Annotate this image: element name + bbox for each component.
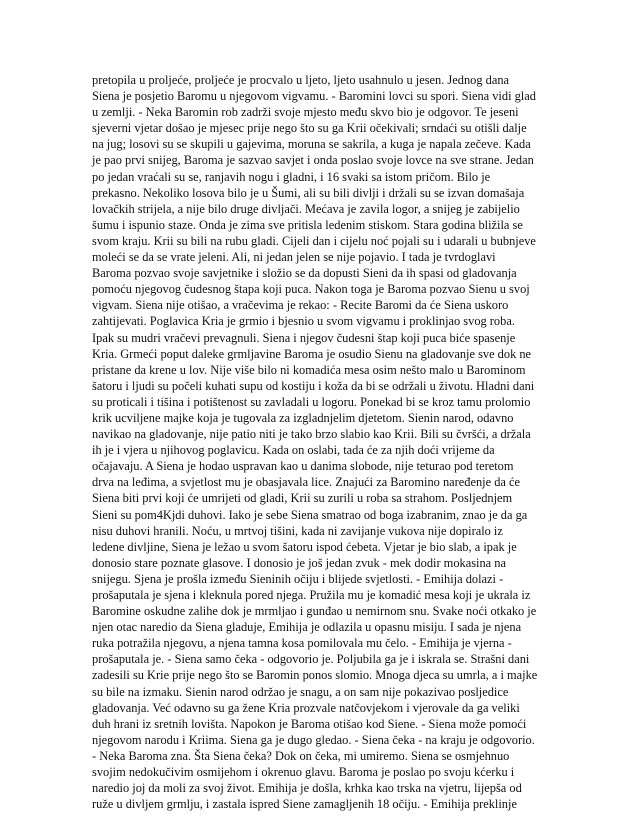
- text-line: ih je i vjera u njihovog poglavicu. Kada on oslabi, tada će za njih doći vrijeme da: [92, 443, 495, 458]
- text-line: su bile na izmaku. Sienin narod održao je snagu, a on sam nije pokazivao posljedice: [92, 684, 509, 699]
- text-line: Ipak su mudri vračevi prevagnuli. Siena i njegov čudesni štap koji puca biće spasenje: [92, 330, 516, 345]
- text-line: u zemlji. - Neka Baromin rob zadrži svoje mjesto među skvo bio je odgovor. Te jeseni: [92, 105, 519, 120]
- text-line: lovačkih strijela, a nije bilo druge divljači. Mećava je zavila logor, a snijeg je zabijelio: [92, 201, 520, 216]
- text-line: šatoru i ljudi su počeli kuhati supu od kostiju i koža da bi se održali u životu. Hladni dani: [92, 378, 535, 393]
- text-line: pretopila u proljeće, proljeće je procvalo u ljeto, ljeto usahnulo u jesen. Jednog dana: [92, 73, 510, 87]
- text-line: zahtijevati. Poglavica Kria je grmio i bjesnio u svom vigvamu i proklinjao svog roba.: [92, 314, 515, 329]
- text-line: njen otac naredio da Siena gladuje, Emihija je odlazila u opasnu misiju. I sada je njena: [92, 620, 522, 635]
- text-line: Siena biti prvi koji će umrijeti od gladi, Krii su zurili u roba sa strahom. Posljednjem: [92, 491, 513, 506]
- text-line: Sieni su pom4Kjdi duhovi. Iako je sebe Siena smatrao od boga izabranim, znao je da ga: [92, 507, 528, 522]
- text-line: svojim nedokučivim osmijehom i okrenuo glavu. Baroma je poslao po svoju kćerku i: [92, 765, 515, 780]
- text-line: vigvam. Siena nije otišao, a vračevima je rekao: - Recite Baromi da će Siena uskoro: [92, 298, 509, 313]
- text-line: naredio joj da moli za svoj život. Emihija je došla, krhka kao trska na vjetru, lijepša od: [92, 781, 522, 796]
- text-line: snijegu. Sjena je prošla između Sieninih očiju i blijede svjetlosti. - Emihija dolazi -: [92, 571, 504, 586]
- text-line: prošaputala je. - Siena samo čeka - odgovorio je. Poljubila ga je i iskrala se. Strašni dani: [92, 652, 530, 667]
- text-line: moleći se da se vrate jeleni. Ali, ni jedan jelen se nije pojavio. I tada je tvrdoglavi: [92, 250, 496, 265]
- text-line: ruže u divljem grmlju, i zastala ispred Siene zamagljenih 18 očiju. - Emihija preklinje: [92, 797, 517, 812]
- text-line: je pao prvi snijeg, Baroma je sazvao savjet i onda poslao svoje lovce na sve strane. Jedan: [92, 153, 534, 168]
- text-line: Baroma pozvao svoje savjetnike i složio se da dopusti Sieni da ih spasi od gladovanja: [92, 266, 517, 281]
- text-line: sjeverni vjetar došao je mjesec prije nego što su ga Krii očekivali; srndaći su otišli dalje: [92, 121, 527, 136]
- text-line: pomoću njegovog čudesnog štapa koji puca. Nakon toga je Baroma pozvao Sienu u svoj: [92, 282, 530, 297]
- text-line: duh hrani iz sretnih lovišta. Napokon je Baroma otišao kod Siene. - Siena može pomoći: [92, 716, 527, 731]
- text-line: svom kraju. Krii su bili na rubu gladi. Cijeli dan i cijelu noć pojali su i udarali u bubnjeve: [92, 233, 536, 248]
- text-line: prošaputala je sjena i kleknula pored njega. Pružila mu je komadić mesa koji je ukrala iz: [92, 588, 531, 602]
- text-line: pristane da krene u lov. Nije više bilo ni komadića mesa osim nešto malo u Barominom: [92, 362, 526, 377]
- text-line: šumu i ispunio staze. Onda je zima sve pritisla ledenim stiskom. Stara godina bližila se: [92, 217, 523, 232]
- text-line: Siena je posjetio Baromu u njegovom vigvamu. - Baromini lovci su spori. Siena vidi glad: [92, 89, 536, 104]
- text-line: Kria. Grmeći poput daleke grmljavine Baroma je osudio Sienu na gladovanje sve dok ne: [92, 346, 532, 361]
- text-line: njegovom narodu i Kriima. Siena ga je dugo gledao. - Siena čeka - na kraju je odgovorio.: [92, 732, 535, 747]
- text-line: gladovanja. Već odavno su ga žene Kria prozvale natčovjekom i vjerovale da ga veliki: [92, 700, 520, 715]
- text-line: nisu duhovi hranili. Noću, u mrtvoj tišini, kada ni zavijanje vukova nije dopiralo iz: [92, 523, 503, 538]
- text-line: su proticali i tišina i potištenost su zavladali u logoru. Ponekad bi se kroz tamu prolomio: [92, 394, 531, 409]
- document-body-text: [92, 72, 552, 812]
- text-line: Baromine oskudne zalihe dok je mrmljao i gunđao u nemirnom snu. Svake noći otkako je: [92, 604, 537, 619]
- text-line: očajavaju. A Siena je hodao uspravan kao u danima slobode, nije teturao pod teretom: [92, 459, 514, 474]
- text-line: - Neka Baroma zna. Šta Siena čeka? Dok on čeka, mi umiremo. Siena se osmjehnuo: [92, 748, 510, 763]
- text-line: na jug; losovi su se skupili u gajevima, moruna se sakrila, a kuga je napala zečeve. Kada: [92, 137, 531, 152]
- text-line: zadesili su Krie prije nego što se Baromin ponos slomio. Mnoga djeca su umrla, a i majke: [92, 668, 538, 683]
- text-line: navikao na gladovanje, nije patio niti je tako brzo slabio kao Krii. Bili su čvršći, a držala: [92, 427, 531, 442]
- text-line: drva na leđima, a svjetlost mu je obasjavala lice. Znajući za Baromino naređenje da će: [92, 475, 520, 490]
- text-line: krik ucviljene majke koja je tugovala za izgladnjelim djetetom. Sienin narod, odavno: [92, 410, 514, 425]
- text-line: donosio stare poznate glasove. I donosio je još jedan zvuk - mek dodir mokasina na: [92, 555, 506, 570]
- text-line: ruka potražila njegovu, a njena tamna kosa pomilovala mu čelo. - Emihija je vjerna -: [92, 636, 512, 651]
- text-line: ledene divljine, Siena je ležao u svom šatoru ispod ćebeta. Vjetar je bio slab, a ipak je: [92, 539, 517, 554]
- text-line: prekasno. Nekoliko losova bilo je u Šumi, ali su bili divlji i držali su se izvan domašaja: [92, 185, 525, 200]
- text-line: po jedan vraćali su se, ranjavih nogu i gladni, i 16 svaki sa istom pričom. Bilo je: [92, 169, 491, 184]
